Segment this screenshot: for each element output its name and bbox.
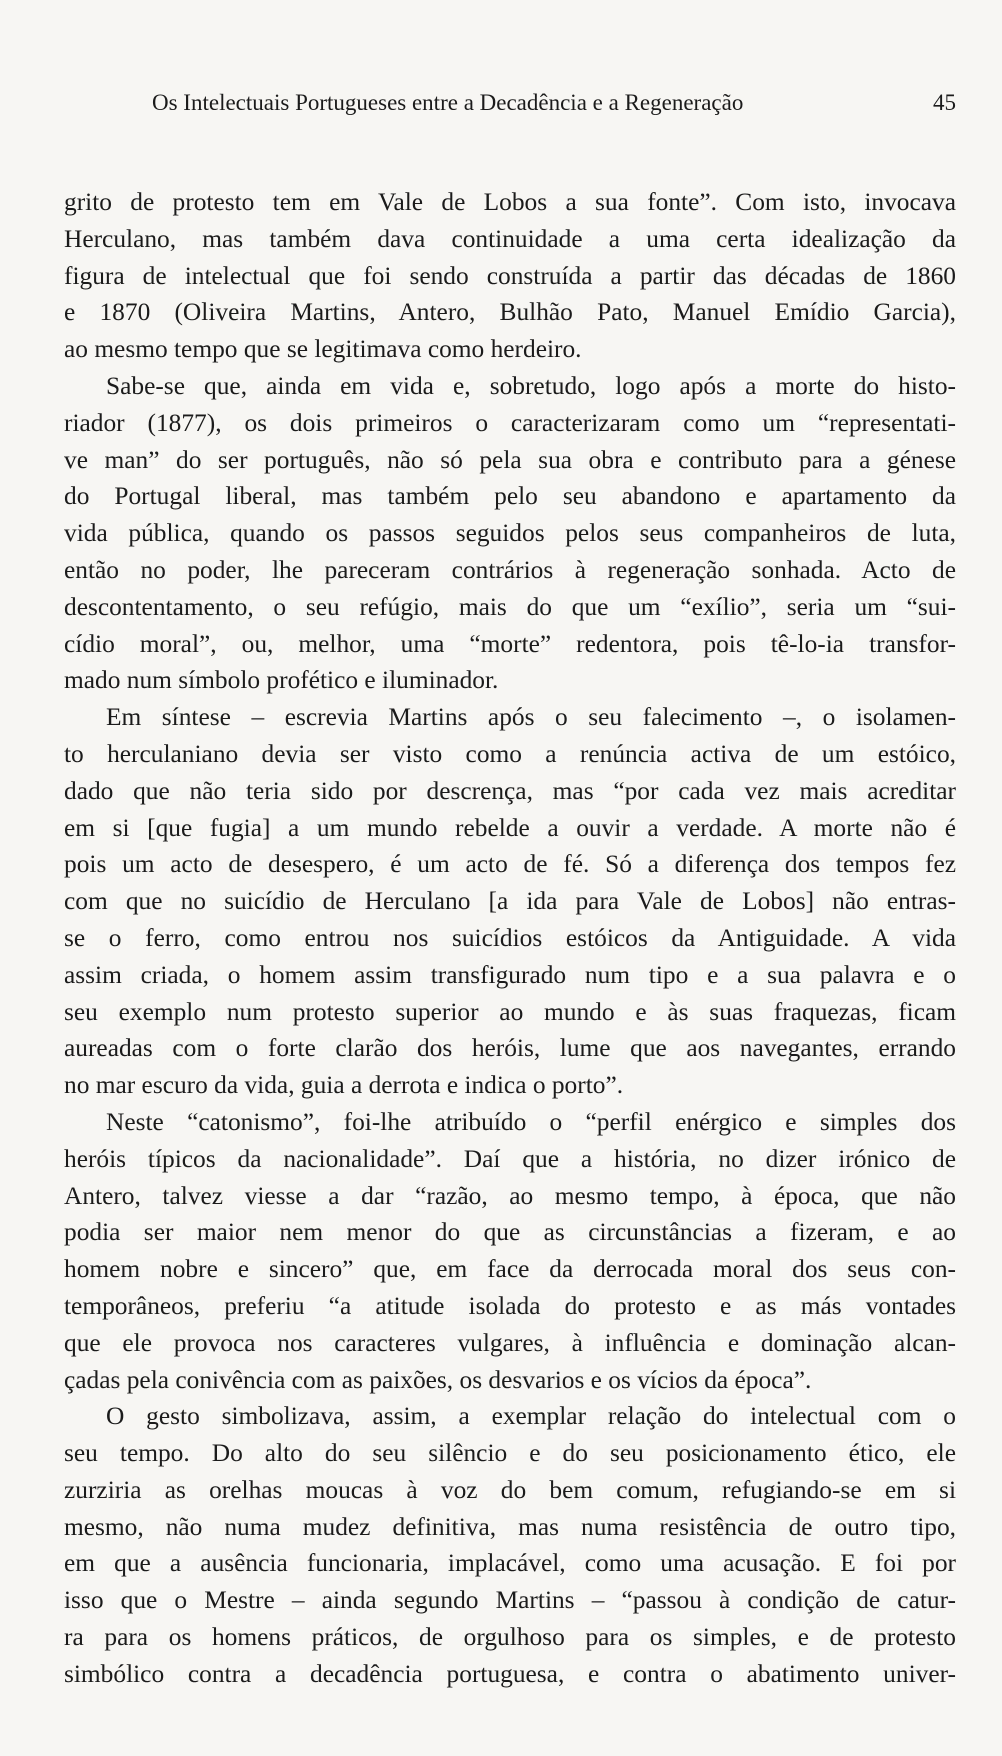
text-line: homem nobre e sincero” que, em face da derrocada moral dos seus con- [64,1255,956,1284]
text-line: seu tempo. Do alto do seu silêncio e do seu posicionamento ético, ele [64,1439,956,1468]
text-line: Sabe-se que, ainda em vida e, sobretudo, logo após a morte do histo- [106,371,956,400]
text-line: simbólico contra a decadência portuguesa, e contra o abatimento univer- [64,1659,956,1688]
text-line: grito de protesto tem em Vale de Lobos a sua fonte”. Com isto, invocava [64,188,956,216]
text-line: ve man” do ser português, não só pela sua obra e contributo para a génese [64,445,956,474]
text-line: cídio moral”, ou, melhor, uma “morte” redentora, pois tê-lo-ia transfor- [64,629,956,658]
text-line: mado num símbolo profético e iluminador. [64,666,499,695]
text-line: em si [que fugia] a um mundo rebelde a ouvir a verdade. A morte não é [64,813,956,842]
text-line: figura de intelectual que foi sendo construída a partir das décadas de 1860 [64,261,956,290]
text-line: que ele provoca nos caracteres vulgares, à influência e dominação alcan- [64,1328,956,1357]
text-line: podia ser maior nem menor do que as circunstâncias a fizeram, e ao [64,1218,956,1247]
text-line: ao mesmo tempo que se legitimava como herdeiro. [64,335,582,364]
text-line: Neste “catonismo”, foi-lhe atribuído o “perfil enérgico e simples dos [106,1107,956,1136]
body-text [64,184,956,1693]
text-line: se o ferro, como entrou nos suicídios estóicos da Antiguidade. A vida [64,923,956,952]
text-line: O gesto simbolizava, assim, a exemplar relação do intelectual com o [106,1402,956,1431]
page-number: 45 [933,90,956,115]
running-header [152,86,956,120]
text-line: Em síntese – escrevia Martins após o seu falecimento –, o isolamen- [106,703,956,732]
text-line: do Portugal liberal, mas também pelo seu abandono e apartamento da [64,482,956,511]
text-line: temporâneos, preferiu “a atitude isolada do protesto e as más vontades [64,1291,956,1320]
text-line: riador (1877), os dois primeiros o caracterizaram como um “representati- [64,408,956,437]
running-title: Os Intelectuais Portugueses entre a Decadência e a Regeneração [152,90,744,115]
text-line: ra para os homens práticos, de orgulhoso para os simples, e de protesto [64,1623,956,1652]
text-line: mesmo, não numa mudez definitiva, mas numa resistência de outro tipo, [64,1512,956,1541]
text-line: çadas pela conivência com as paixões, os desvarios e os vícios da época”. [64,1365,812,1394]
text-line: heróis típicos da nacionalidade”. Daí que a história, no dizer irónico de [64,1144,956,1173]
text-line: aureadas com o forte clarão dos heróis, lume que aos navegantes, errando [64,1034,956,1063]
text-line: zurziria as orelhas moucas à voz do bem comum, refugiando-se em si [64,1475,956,1504]
text-line: em que a ausência funcionaria, implacável, como uma acusação. E foi por [64,1549,956,1578]
text-line: pois um acto de desespero, é um acto de fé. Só a diferença dos tempos fez [64,850,956,879]
text-line: seu exemplo num protesto superior ao mundo e às suas fraquezas, ficam [64,997,956,1026]
text-line: isso que o Mestre – ainda segundo Martins – “passou à condição de catur- [64,1586,956,1615]
text-line: Antero, talvez viesse a dar “razão, ao mesmo tempo, à época, que não [64,1181,956,1210]
text-line: e 1870 (Oliveira Martins, Antero, Bulhão Pato, Manuel Emídio Garcia), [64,298,956,327]
text-line: então no poder, lhe pareceram contrários à regeneração sonhada. Acto de [64,555,956,584]
text-line: to herculaniano devia ser visto como a renúncia activa de um estóico, [64,739,956,768]
text-line: vida pública, quando os passos seguidos pelos seus companheiros de luta, [64,519,956,548]
text-line: dado que não teria sido por descrença, mas “por cada vez mais acreditar [64,776,956,805]
text-line: Herculano, mas também dava continuidade a uma certa idealização da [64,224,956,253]
text-line: descontentamento, o seu refúgio, mais do que um “exílio”, seria um “sui- [64,592,956,621]
text-line: no mar escuro da vida, guia a derrota e indica o porto”. [64,1071,624,1100]
text-line: com que no suicídio de Herculano [a ida para Vale de Lobos] não entras- [64,887,956,916]
text-line: assim criada, o homem assim transfigurado num tipo e a sua palavra e o [64,960,956,989]
